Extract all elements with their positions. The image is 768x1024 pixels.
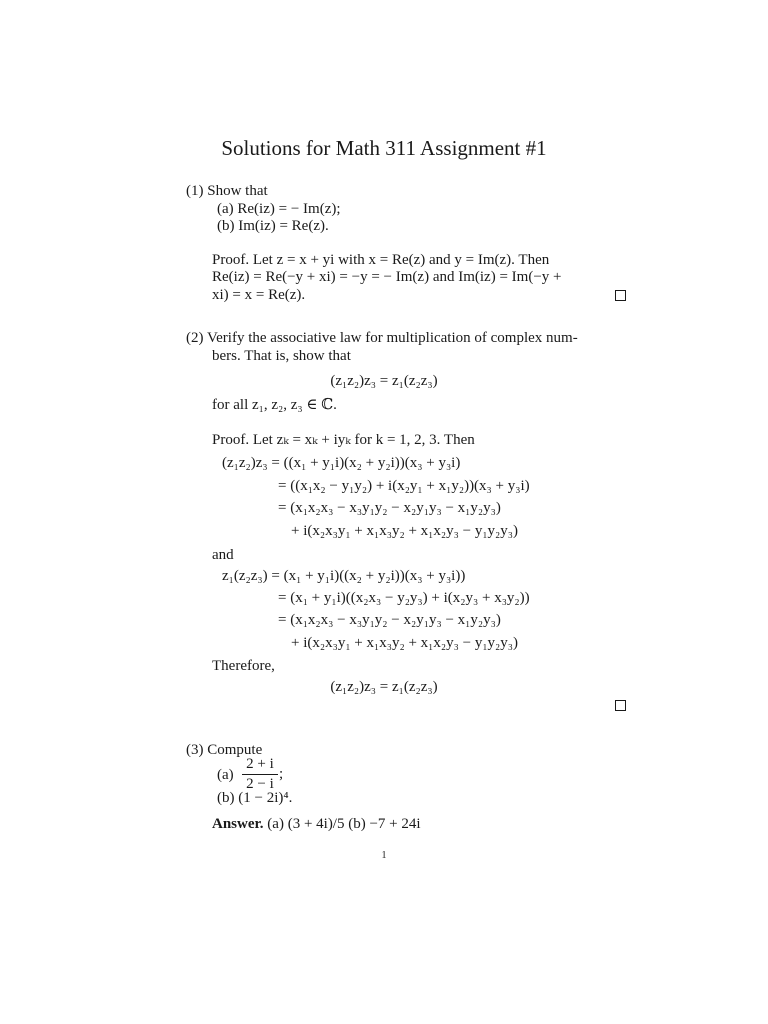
fraction-denominator: 2 − i [246,776,274,792]
problem-1-statement: (1) Show that [186,183,268,199]
problem-1-part-a: (a) Re(iz) = − Im(z); [217,201,341,217]
answer-label: Answer. [212,816,264,832]
page-title: Solutions for Math 311 Assignment #1 [221,136,547,160]
problem-2-quantifier: for all z₁, z₂, z₃ ∈ ℂ. [212,397,337,413]
and-connector: and [212,547,234,563]
fraction-numerator: 2 + i [242,756,278,775]
proof-1-line-2: Re(iz) = Re(−y + xi) = −y = − Im(z) and Im(iz) = Im(−y + [212,269,562,285]
fraction-2-plus-i-over-2-minus-i [242,756,278,793]
answer-line [212,815,421,833]
derivation-b-line-2: = (x₁ + y₁i)((x₂x₃ − y₂y₃) + i(x₂y₃ + x₃y₂)) [278,590,530,606]
proof-1-line-3: xi) = x = Re(z). [212,287,306,303]
associative-equation: (z₁z₂)z₃ = z₁(z₂z₃) [330,373,438,389]
qed-box-2 [615,700,626,711]
derivation-b-line-3: = (x₁x₂x₃ − x₃y₁y₂ − x₂y₁y₃ − x₁y₂y₃) [278,612,501,628]
derivation-b-line-4: + i(x₂x₃y₁ + x₁x₃y₂ + x₁x₂y₃ − y₁y₂y₃) [291,635,518,651]
derivation-a-line-1: (z₁z₂)z₃ = ((x₁ + y₁i)(x₂ + y₂i))(x₃ + y₃i) [222,455,461,471]
problem-1-part-b: (b) Im(iz) = Re(z). [217,218,329,234]
proof-2-intro: Proof. Let zₖ = xₖ + iyₖ for k = 1, 2, 3. Then [212,432,475,448]
problem-3-part-a-end: ; [279,766,284,782]
problem-2-statement-line-1: (2) Verify the associative law for multiplication of complex num- [186,330,578,346]
problem-3-part-a-label: (a) [217,767,234,783]
derivation-a-line-4: + i(x₂x₃y₁ + x₁x₃y₂ + x₁x₂y₃ − y₁y₂y₃) [291,523,518,539]
problem-2-statement-line-2: bers. That is, show that [212,348,351,364]
problem-3-statement: (3) Compute [186,742,263,758]
derivation-a-line-3: = (x₁x₂x₃ − x₃y₁y₂ − x₂y₁y₃ − x₁y₂y₃) [278,500,501,516]
answer-text: (a) (3 + 4i)/5 (b) −7 + 24i [267,816,421,832]
page-number: 1 [381,850,387,861]
derivation-b-line-1: z₁(z₂z₃) = (x₁ + y₁i)((x₂ + y₂i))(x₃ + y₃i)) [222,568,466,584]
associative-equation-conclusion: (z₁z₂)z₃ = z₁(z₂z₃) [330,679,438,695]
problem-3-part-b: (b) (1 − 2i)⁴. [217,790,293,806]
derivation-a-line-2: = ((x₁x₂ − y₁y₂) + i(x₂y₁ + x₁y₂))(x₃ + y₃i) [278,478,530,494]
proof-1-line-1: Proof. Let z = x + yi with x = Re(z) and y = Im(z). Then [212,252,550,268]
therefore-connector: Therefore, [212,658,275,674]
qed-box-1 [615,290,626,301]
